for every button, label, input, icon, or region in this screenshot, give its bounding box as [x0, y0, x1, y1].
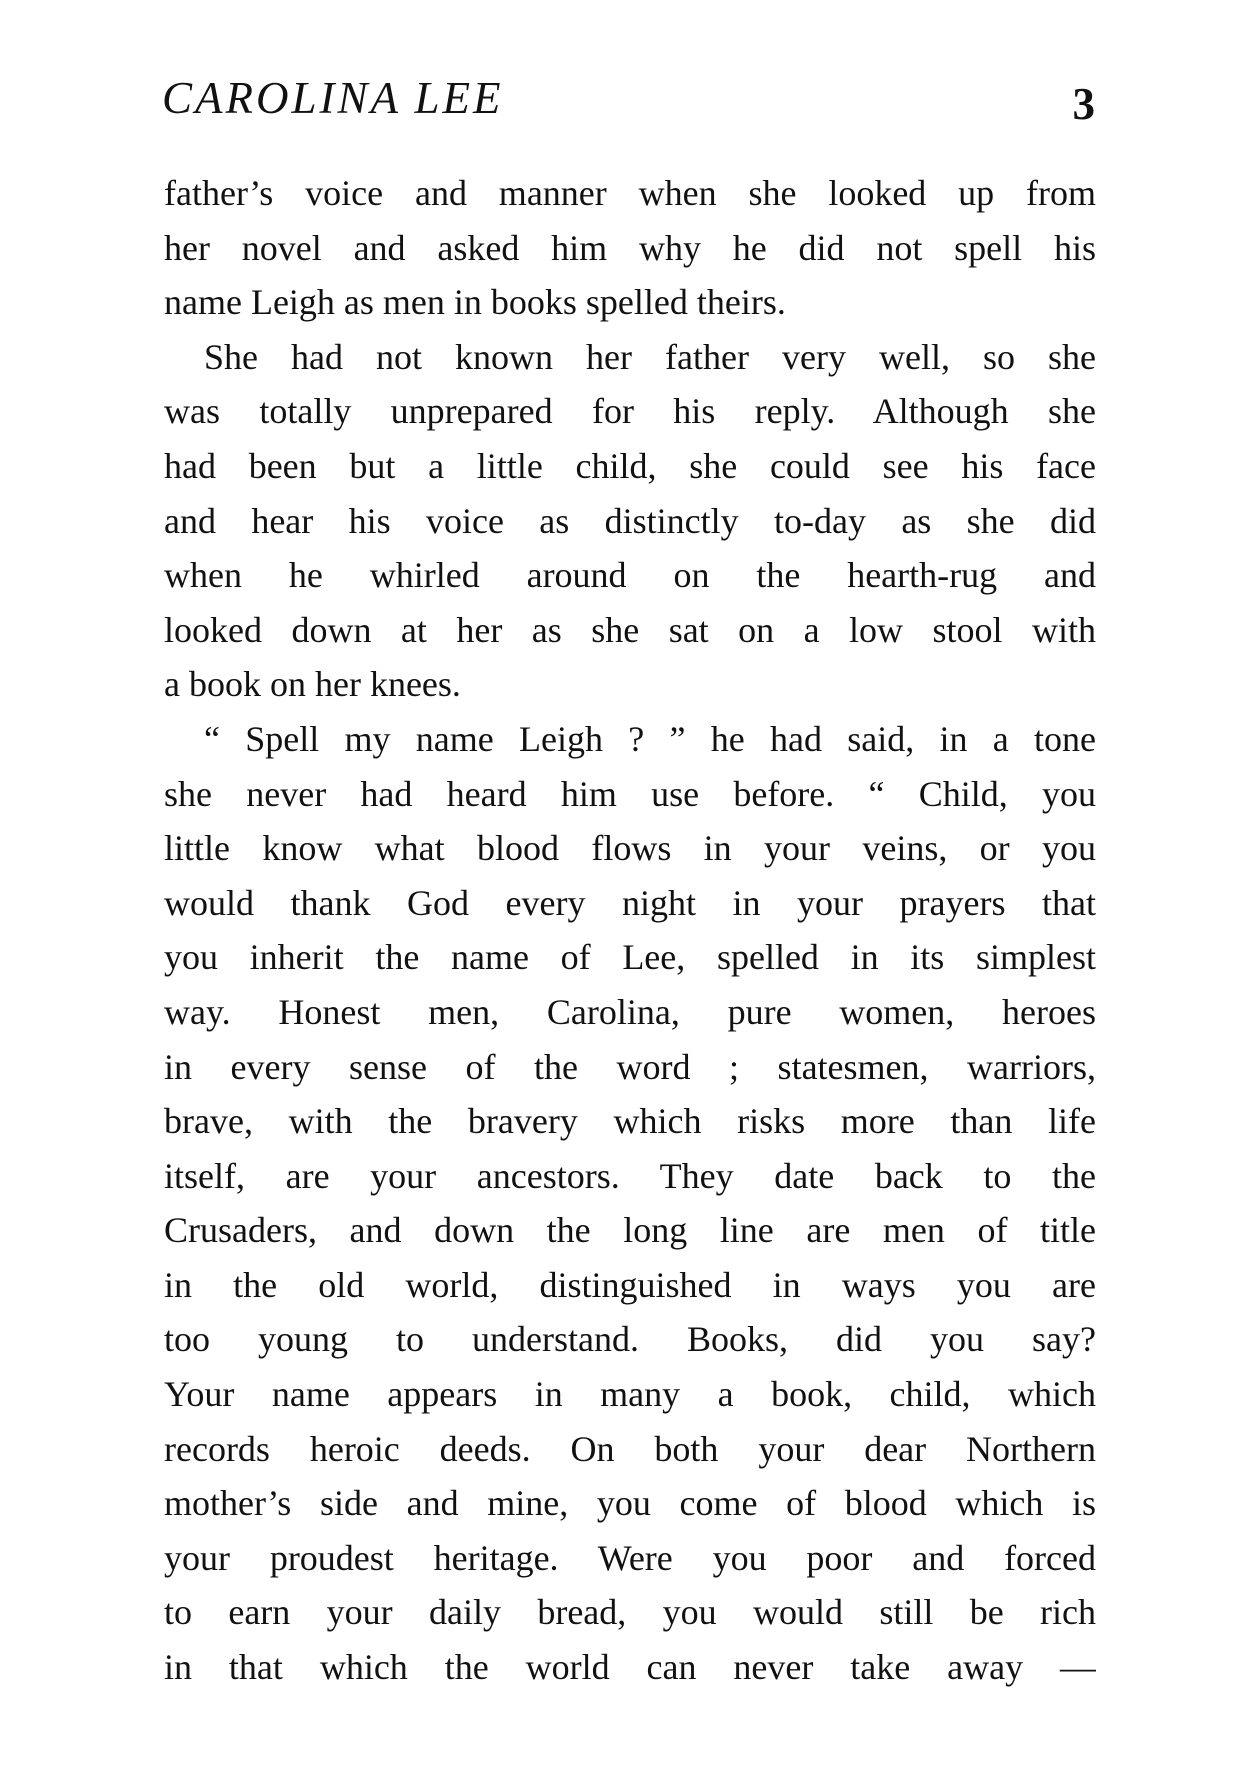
- text-line: name Leigh as men in books spelled theirs.: [164, 282, 786, 323]
- text-line: your proudest heritage. Were you poor and forced: [164, 1537, 1096, 1578]
- text-line: father’s voice and manner when she looked up from: [164, 173, 1096, 213]
- text-line: her novel and asked him why he did not spell his: [164, 227, 1096, 268]
- text-line: had been but a little child, she could see his face: [164, 445, 1096, 486]
- text-line: way. Honest men, Carolina, pure women, heroes: [164, 991, 1096, 1032]
- text-line: you inherit the name of Lee, spelled in its simplest: [164, 937, 1096, 978]
- running-title: CAROLINA LEE: [162, 73, 504, 123]
- text-line: little know what blood flows in your veins, or you: [164, 828, 1096, 869]
- paragraph-1: [164, 166, 1096, 330]
- text-line: Crusaders, and down the long line are men of title: [164, 1210, 1096, 1251]
- text-line: in every sense of the word ; statesmen, warriors,: [164, 1046, 1096, 1087]
- paragraph-3: [164, 712, 1096, 1695]
- paragraph-2: [164, 330, 1096, 712]
- text-line: she never had heard him use before. “ Child, you: [164, 773, 1096, 814]
- text-line: in that which the world can never take away —: [164, 1647, 1096, 1688]
- running-head: [162, 68, 1095, 128]
- text-line: too young to understand. Books, did you say?: [164, 1319, 1096, 1360]
- text-line: to earn your daily bread, you would still be rich: [164, 1592, 1096, 1633]
- text-line: records heroic deeds. On both your dear Northern: [164, 1428, 1096, 1469]
- text-line: mother’s side and mine, you come of blood which is: [164, 1483, 1096, 1524]
- text-line: brave, with the bravery which risks more than life: [164, 1101, 1096, 1142]
- body-text: [164, 166, 1096, 1695]
- text-line: looked down at her as she sat on a low stool with: [164, 609, 1096, 650]
- text-line: in the old world, distinguished in ways you are: [164, 1264, 1096, 1305]
- text-line: “ Spell my name Leigh ? ” he had said, in a tone: [204, 718, 1096, 759]
- text-line: Your name appears in many a book, child, which: [164, 1374, 1096, 1415]
- page-number: 3: [1072, 79, 1095, 129]
- text-line: was totally unprepared for his reply. Although she: [164, 391, 1096, 432]
- text-line: itself, are your ancestors. They date back to the: [164, 1155, 1096, 1196]
- text-line: and hear his voice as distinctly to-day as she did: [164, 500, 1096, 541]
- text-line: when he whirled around on the hearth-rug and: [164, 555, 1096, 596]
- text-line: would thank God every night in your prayers that: [164, 882, 1096, 923]
- text-line: a book on her knees.: [164, 664, 461, 705]
- text-line: She had not known her father very well, so she: [204, 336, 1096, 377]
